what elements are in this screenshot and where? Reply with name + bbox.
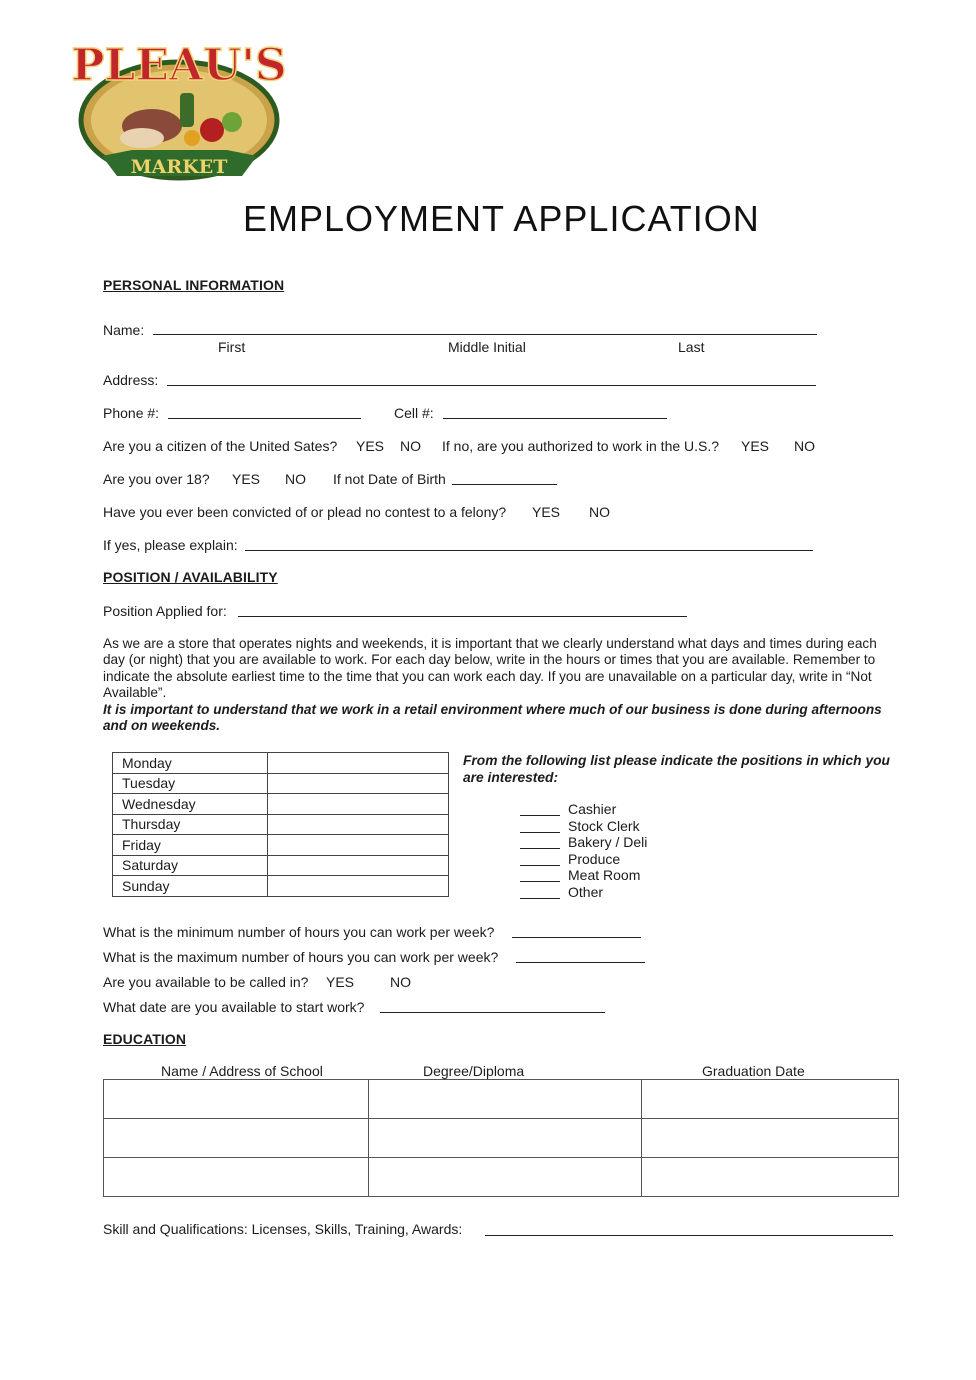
education-heading: EDUCATION — [103, 1031, 187, 1047]
graduation-date-cell[interactable] — [642, 1080, 899, 1119]
min-hours-field[interactable] — [512, 937, 641, 938]
skills-field[interactable] — [485, 1235, 893, 1236]
table-row — [113, 814, 449, 835]
last-name-caption: Last — [678, 339, 705, 355]
logo-brand: PLEAU'S — [72, 40, 287, 91]
citizen-yes-option[interactable]: YES — [356, 438, 385, 454]
availability-paragraph: As we are a store that operates nights and weekends, it is important that we clearly understand what days and times during each day (or night) that you are available to work. For each day below, write in the hours or times that you are available. Remember to indicate the absolute earliest time to the time that you can work each day. If you are unavailable on a particular day, write in “Not Available”. — [103, 636, 877, 701]
school-cell[interactable] — [104, 1080, 369, 1119]
position-checkbox[interactable] — [520, 865, 560, 866]
day-label: Monday — [113, 753, 268, 774]
position-checkbox[interactable] — [520, 848, 560, 849]
availability-table — [112, 752, 449, 897]
citizen-question: Are you a citizen of the United Sates? — [103, 438, 338, 454]
education-column-header: Degree/Diploma — [423, 1063, 525, 1079]
position-checkbox[interactable] — [520, 881, 560, 882]
position-checkbox[interactable] — [520, 832, 560, 833]
felony-question: Have you ever been convicted of or plead no contest to a felony? — [103, 504, 507, 520]
called-in-yes-option[interactable]: YES — [326, 974, 355, 990]
day-hours-cell[interactable] — [268, 753, 449, 774]
min-hours-question: What is the minimum number of hours you can work per week? — [103, 924, 495, 940]
availability-emphasis: It is important to understand that we work in a retail environment where much of our business is done during afternoons and on weekends. — [103, 701, 882, 734]
day-hours-cell[interactable] — [268, 773, 449, 794]
cell-label: Cell #: — [394, 405, 434, 421]
position-option — [520, 818, 640, 834]
citizen-no-option[interactable]: NO — [400, 438, 421, 454]
position-option — [520, 884, 603, 900]
day-label: Thursday — [113, 814, 268, 835]
degree-cell[interactable] — [369, 1119, 642, 1158]
first-name-caption: First — [218, 339, 246, 355]
day-label: Wednesday — [113, 794, 268, 815]
company-logo — [72, 38, 287, 186]
address-field[interactable] — [167, 385, 816, 386]
personal-info-heading: PERSONAL INFORMATION — [103, 277, 285, 293]
address-label: Address: — [103, 372, 159, 388]
education-column-header: Graduation Date — [702, 1063, 805, 1079]
school-cell[interactable] — [104, 1158, 369, 1197]
education-table — [103, 1079, 899, 1197]
position-option-label: Stock Clerk — [568, 818, 640, 834]
start-date-question: What date are you available to start work? — [103, 999, 365, 1015]
max-hours-question: What is the maximum number of hours you can work per week? — [103, 949, 499, 965]
position-applied-field[interactable] — [238, 616, 687, 617]
authorized-no-option[interactable]: NO — [794, 438, 815, 454]
table-row — [104, 1158, 899, 1197]
page-title: EMPLOYMENT APPLICATION — [243, 198, 760, 239]
phone-label: Phone #: — [103, 405, 160, 421]
school-cell[interactable] — [104, 1119, 369, 1158]
graduation-date-cell[interactable] — [642, 1119, 899, 1158]
day-label: Sunday — [113, 876, 268, 897]
table-row — [104, 1119, 899, 1158]
position-option-label: Bakery / Deli — [568, 834, 648, 850]
start-date-field[interactable] — [380, 1012, 605, 1013]
skills-label: Skill and Qualifications: Licenses, Skills, Training, Awards: — [103, 1221, 463, 1237]
table-row — [113, 876, 449, 897]
over18-question: Are you over 18? — [103, 471, 210, 487]
day-label: Tuesday — [113, 773, 268, 794]
day-hours-cell[interactable] — [268, 835, 449, 856]
position-heading: POSITION / AVAILABILITY — [103, 569, 278, 585]
degree-cell[interactable] — [369, 1158, 642, 1197]
day-hours-cell[interactable] — [268, 794, 449, 815]
middle-initial-caption: Middle Initial — [448, 339, 526, 355]
day-hours-cell[interactable] — [268, 876, 449, 897]
day-label: Friday — [113, 835, 268, 856]
education-column-header: Name / Address of School — [161, 1063, 323, 1079]
authorized-yes-option[interactable]: YES — [741, 438, 770, 454]
table-row — [113, 753, 449, 774]
position-option-label: Produce — [568, 851, 621, 867]
table-row — [104, 1080, 899, 1119]
position-option-label: Other — [568, 884, 604, 900]
table-row — [113, 794, 449, 815]
degree-cell[interactable] — [369, 1080, 642, 1119]
position-option — [520, 851, 620, 867]
position-checkbox[interactable] — [520, 815, 560, 816]
dob-label: If not Date of Birth — [333, 471, 446, 487]
positions-prompt: From the following list please indicate the positions in which you are interested: — [463, 753, 890, 785]
table-row — [113, 855, 449, 876]
table-row — [113, 835, 449, 856]
day-hours-cell[interactable] — [268, 814, 449, 835]
phone-field[interactable] — [168, 418, 361, 419]
felony-yes-option[interactable]: YES — [532, 504, 561, 520]
day-hours-cell[interactable] — [268, 855, 449, 876]
table-row — [113, 773, 449, 794]
position-option — [520, 834, 647, 850]
called-in-question: Are you available to be called in? — [103, 974, 309, 990]
availability-instructions — [103, 636, 893, 734]
over18-no-option[interactable]: NO — [285, 471, 306, 487]
over18-yes-option[interactable]: YES — [232, 471, 261, 487]
name-label: Name: — [103, 322, 145, 338]
position-checkbox[interactable] — [520, 898, 560, 899]
authorized-question: If no, are you authorized to work in the U.S.? — [442, 438, 720, 454]
day-label: Saturday — [113, 855, 268, 876]
graduation-date-cell[interactable] — [642, 1158, 899, 1197]
dob-field[interactable] — [452, 484, 557, 485]
felony-no-option[interactable]: NO — [589, 504, 610, 520]
called-in-no-option[interactable]: NO — [390, 974, 411, 990]
position-applied-label: Position Applied for: — [103, 603, 227, 619]
logo-tagline: MARKET — [130, 156, 228, 178]
explain-label: If yes, please explain: — [103, 537, 238, 553]
position-option-label: Cashier — [568, 801, 617, 817]
position-option-label: Meat Room — [568, 867, 641, 883]
cell-field[interactable] — [443, 418, 667, 419]
explain-field[interactable] — [245, 550, 813, 551]
name-field[interactable] — [153, 334, 817, 335]
max-hours-field[interactable] — [516, 962, 645, 963]
position-option — [520, 801, 616, 817]
position-option — [520, 867, 640, 883]
